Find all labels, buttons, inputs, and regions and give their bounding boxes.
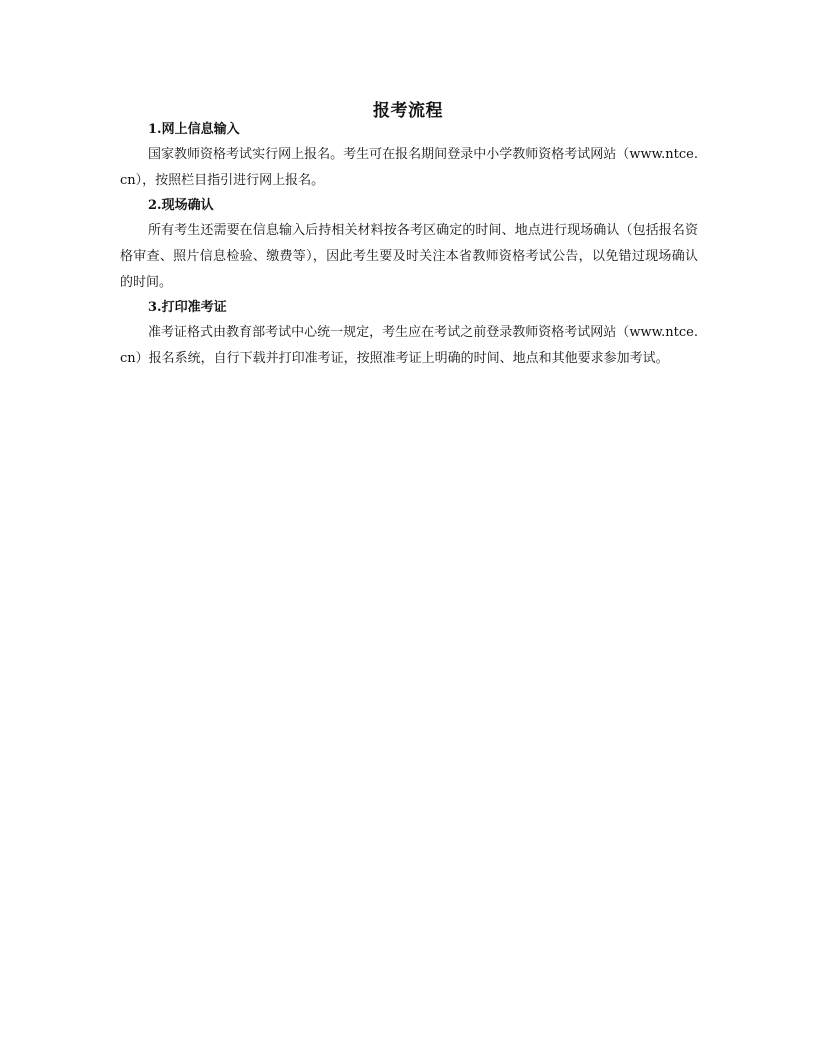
section-paragraph: 所有考生还需要在信息输入后持相关材料按各考区确定的时间、地点进行现场确认（包括报名资格审查、照片信息检验、缴费等），因此考生要及时关注本省教师资格考试公告，以免错过现场确认的时间。 [120,223,698,290]
section-heading: 1.网上信息输入 [148,122,240,137]
section-paragraph: 准考证格式由教育部考试中心统一规定，考生应在考试之前登录教师资格考试网站（www.ntce.cn）报名系统，自行下载并打印准考证，按照准考证上明确的时间、地点和其他要求参加考试。 [120,325,698,366]
document-body [120,118,698,372]
section-online-info [120,118,698,194]
section-print-admission-ticket [120,296,698,372]
section-paragraph: 国家教师资格考试实行网上报名。考生可在报名期间登录中小学教师资格考试网站（www.ntce.cn），按照栏目指引进行网上报名。 [120,147,698,188]
section-heading: 3.打印准考证 [148,300,227,315]
section-heading: 2.现场确认 [148,198,214,213]
document-title: 报考流程 [373,101,443,121]
section-onsite-confirmation [120,194,698,296]
